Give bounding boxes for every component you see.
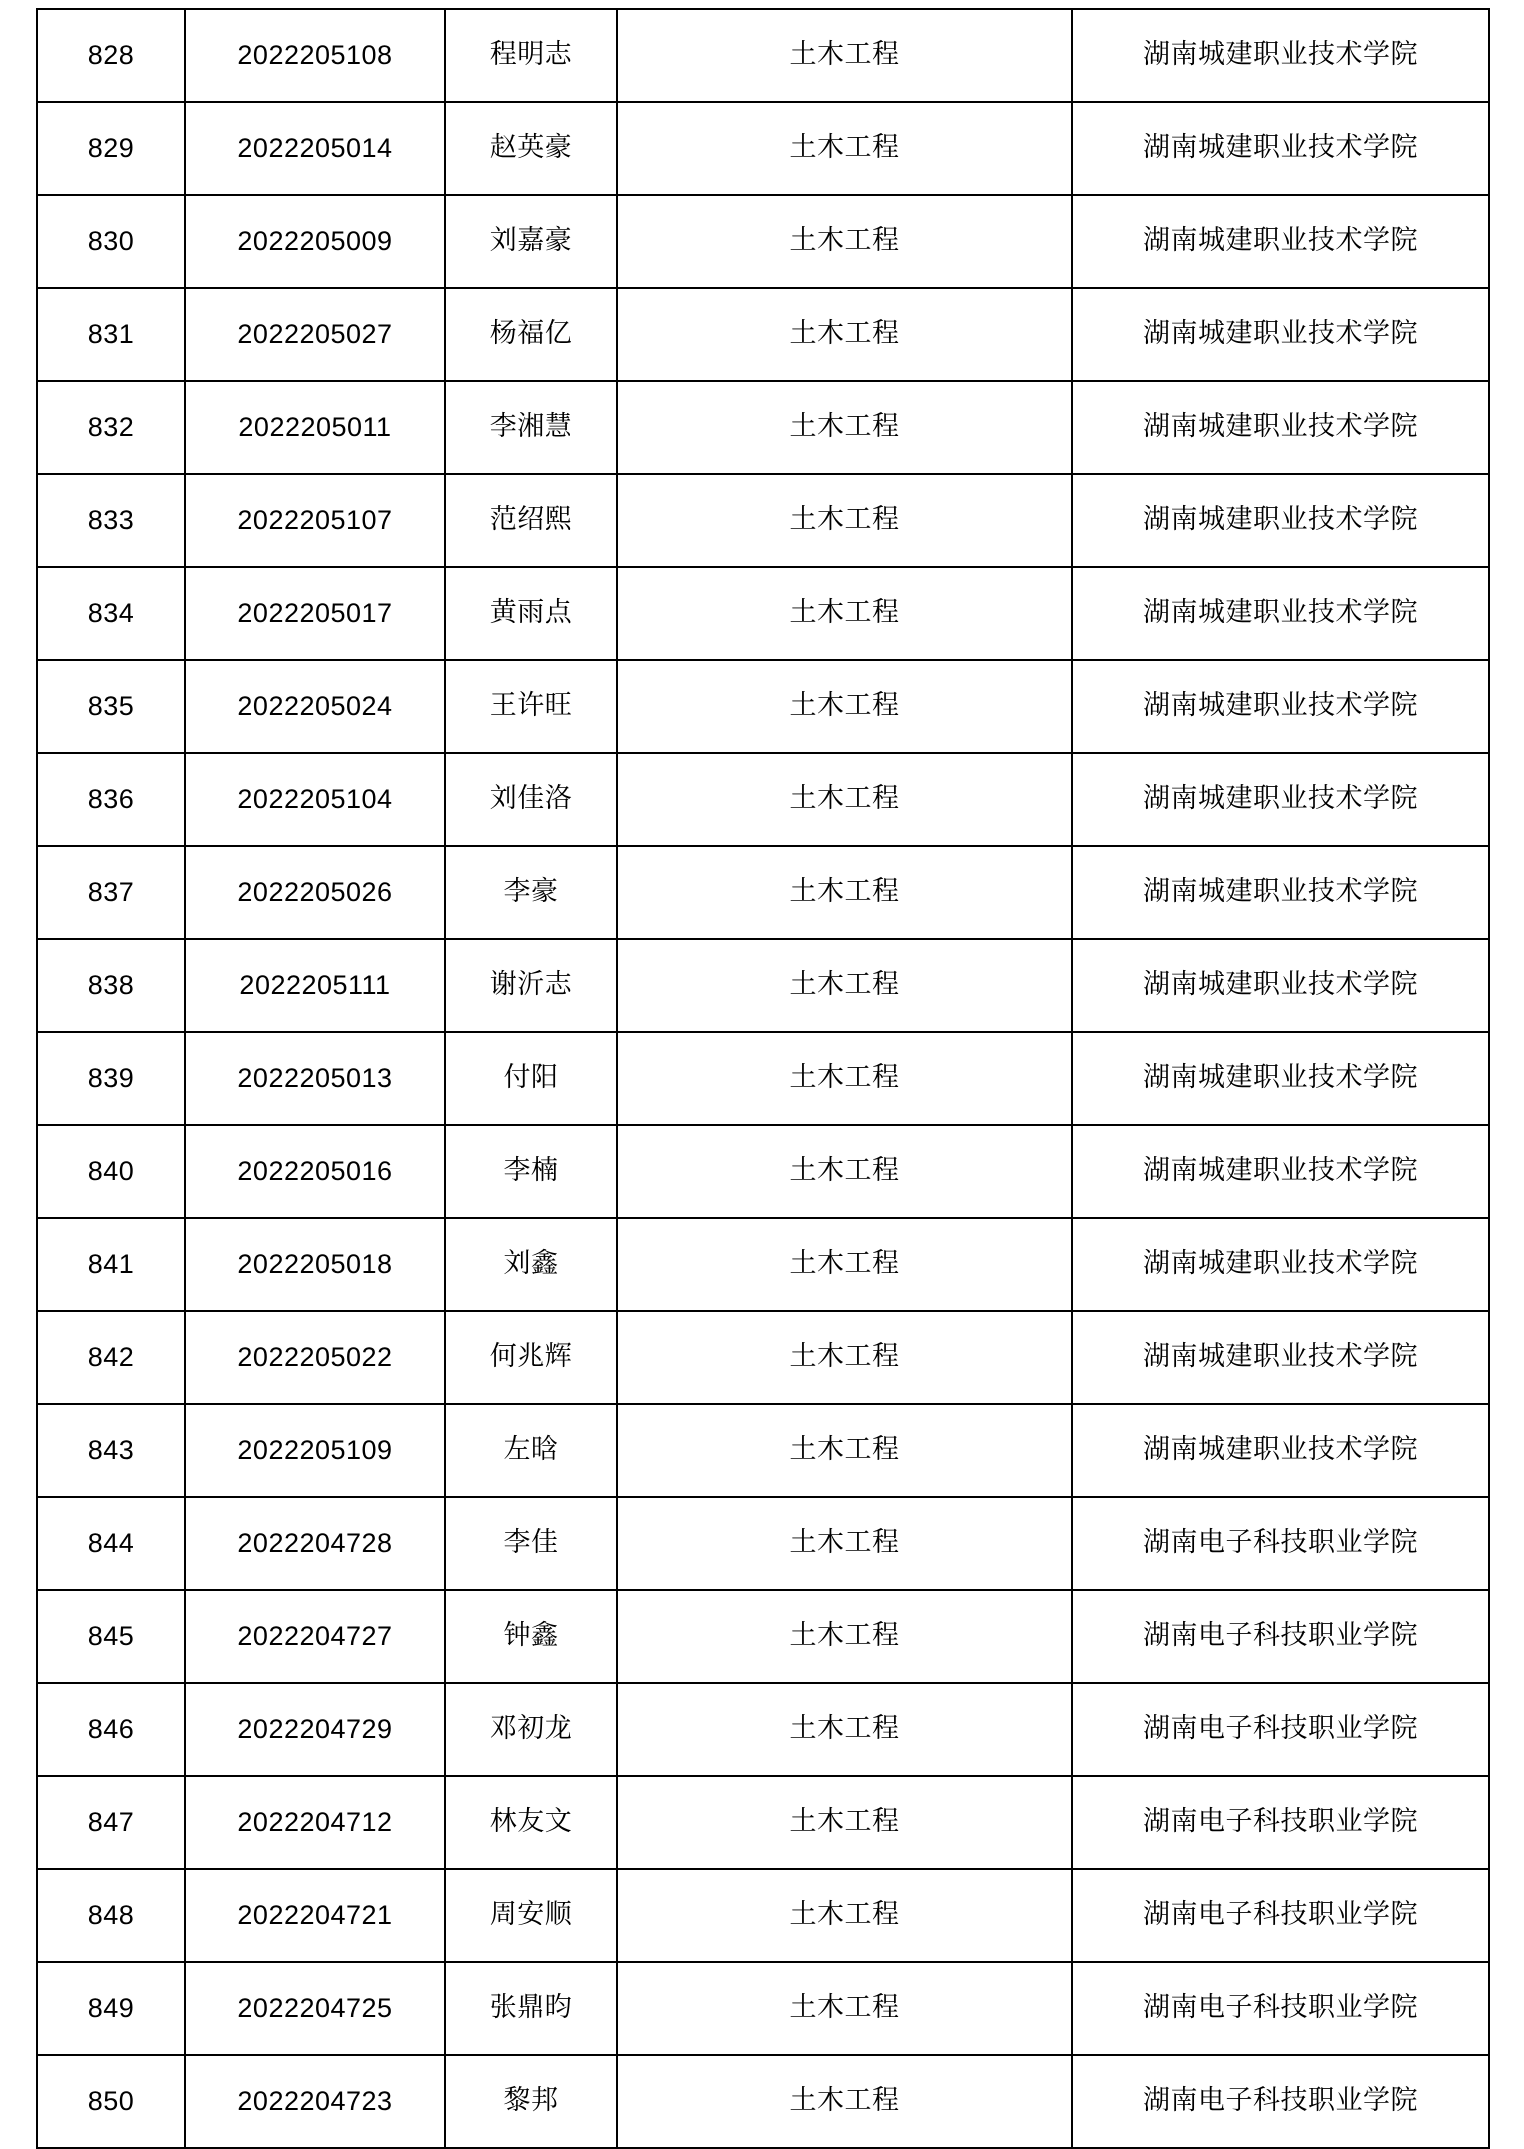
cell-index: 830: [37, 195, 185, 288]
table-row: [37, 381, 1489, 474]
table-row: [37, 474, 1489, 567]
cell-major: 土木工程: [617, 1869, 1072, 1962]
cell-major: 土木工程: [617, 102, 1072, 195]
roster-table-body: [37, 9, 1489, 2148]
cell-name: 张鼎昀: [445, 1962, 617, 2055]
cell-id: 2022205016: [185, 1125, 445, 1218]
table-row: [37, 1962, 1489, 2055]
cell-index: 831: [37, 288, 185, 381]
table-row: [37, 660, 1489, 753]
cell-major: 土木工程: [617, 1311, 1072, 1404]
table-row: [37, 753, 1489, 846]
cell-school: 湖南城建职业技术学院: [1072, 660, 1489, 753]
cell-school: 湖南城建职业技术学院: [1072, 846, 1489, 939]
cell-school: 湖南城建职业技术学院: [1072, 1125, 1489, 1218]
cell-index: 848: [37, 1869, 185, 1962]
cell-index: 829: [37, 102, 185, 195]
cell-id: 2022204727: [185, 1590, 445, 1683]
table-row: [37, 1311, 1489, 1404]
cell-id: 2022204728: [185, 1497, 445, 1590]
cell-major: 土木工程: [617, 1962, 1072, 2055]
cell-index: 837: [37, 846, 185, 939]
cell-index: 838: [37, 939, 185, 1032]
cell-major: 土木工程: [617, 567, 1072, 660]
cell-school: 湖南城建职业技术学院: [1072, 753, 1489, 846]
cell-major: 土木工程: [617, 1590, 1072, 1683]
cell-id: 2022205009: [185, 195, 445, 288]
cell-major: 土木工程: [617, 753, 1072, 846]
cell-school: 湖南电子科技职业学院: [1072, 1776, 1489, 1869]
cell-index: 841: [37, 1218, 185, 1311]
cell-name: 黄雨点: [445, 567, 617, 660]
table-row: [37, 9, 1489, 102]
cell-school: 湖南城建职业技术学院: [1072, 474, 1489, 567]
cell-school: 湖南电子科技职业学院: [1072, 1962, 1489, 2055]
cell-school: 湖南电子科技职业学院: [1072, 2055, 1489, 2148]
cell-index: 835: [37, 660, 185, 753]
table-row: [37, 1125, 1489, 1218]
table-row: [37, 1497, 1489, 1590]
cell-id: 2022204729: [185, 1683, 445, 1776]
cell-school: 湖南城建职业技术学院: [1072, 195, 1489, 288]
table-row: [37, 102, 1489, 195]
cell-index: 850: [37, 2055, 185, 2148]
cell-major: 土木工程: [617, 1218, 1072, 1311]
cell-index: 828: [37, 9, 185, 102]
cell-school: 湖南电子科技职业学院: [1072, 1590, 1489, 1683]
cell-name: 李楠: [445, 1125, 617, 1218]
table-row: [37, 195, 1489, 288]
table-row: [37, 1869, 1489, 1962]
cell-name: 刘嘉豪: [445, 195, 617, 288]
cell-index: 836: [37, 753, 185, 846]
cell-major: 土木工程: [617, 195, 1072, 288]
cell-school: 湖南电子科技职业学院: [1072, 1869, 1489, 1962]
cell-id: 2022205104: [185, 753, 445, 846]
cell-name: 钟鑫: [445, 1590, 617, 1683]
cell-index: 846: [37, 1683, 185, 1776]
cell-index: 833: [37, 474, 185, 567]
cell-school: 湖南电子科技职业学院: [1072, 1497, 1489, 1590]
cell-name: 刘鑫: [445, 1218, 617, 1311]
cell-id: 2022204721: [185, 1869, 445, 1962]
cell-school: 湖南城建职业技术学院: [1072, 102, 1489, 195]
cell-id: 2022205026: [185, 846, 445, 939]
table-row: [37, 1404, 1489, 1497]
cell-school: 湖南城建职业技术学院: [1072, 939, 1489, 1032]
cell-name: 范绍熙: [445, 474, 617, 567]
cell-name: 周安顺: [445, 1869, 617, 1962]
cell-name: 程明志: [445, 9, 617, 102]
cell-index: 832: [37, 381, 185, 474]
student-roster-table: [36, 8, 1490, 2149]
cell-school: 湖南城建职业技术学院: [1072, 1218, 1489, 1311]
cell-major: 土木工程: [617, 1125, 1072, 1218]
cell-name: 杨福亿: [445, 288, 617, 381]
cell-school: 湖南电子科技职业学院: [1072, 1683, 1489, 1776]
cell-major: 土木工程: [617, 2055, 1072, 2148]
cell-name: 赵英豪: [445, 102, 617, 195]
cell-school: 湖南城建职业技术学院: [1072, 1311, 1489, 1404]
cell-id: 2022205024: [185, 660, 445, 753]
cell-id: 2022204725: [185, 1962, 445, 2055]
table-row: [37, 567, 1489, 660]
cell-school: 湖南城建职业技术学院: [1072, 288, 1489, 381]
cell-id: 2022205111: [185, 939, 445, 1032]
cell-id: 2022205011: [185, 381, 445, 474]
cell-major: 土木工程: [617, 939, 1072, 1032]
cell-id: 2022205109: [185, 1404, 445, 1497]
cell-index: 842: [37, 1311, 185, 1404]
cell-id: 2022205108: [185, 9, 445, 102]
table-row: [37, 1683, 1489, 1776]
cell-name: 李佳: [445, 1497, 617, 1590]
cell-index: 839: [37, 1032, 185, 1125]
cell-major: 土木工程: [617, 1497, 1072, 1590]
cell-name: 王许旺: [445, 660, 617, 753]
cell-id: 2022204712: [185, 1776, 445, 1869]
table-row: [37, 1032, 1489, 1125]
cell-id: 2022205014: [185, 102, 445, 195]
cell-major: 土木工程: [617, 1776, 1072, 1869]
cell-major: 土木工程: [617, 660, 1072, 753]
cell-major: 土木工程: [617, 288, 1072, 381]
cell-name: 刘佳洛: [445, 753, 617, 846]
cell-index: 847: [37, 1776, 185, 1869]
table-row: [37, 288, 1489, 381]
cell-major: 土木工程: [617, 9, 1072, 102]
cell-school: 湖南城建职业技术学院: [1072, 1404, 1489, 1497]
table-row: [37, 846, 1489, 939]
cell-major: 土木工程: [617, 1404, 1072, 1497]
cell-school: 湖南城建职业技术学院: [1072, 1032, 1489, 1125]
cell-major: 土木工程: [617, 846, 1072, 939]
cell-id: 2022205027: [185, 288, 445, 381]
table-row: [37, 2055, 1489, 2148]
cell-index: 834: [37, 567, 185, 660]
table-row: [37, 939, 1489, 1032]
cell-name: 何兆辉: [445, 1311, 617, 1404]
cell-index: 844: [37, 1497, 185, 1590]
cell-id: 2022205013: [185, 1032, 445, 1125]
table-row: [37, 1218, 1489, 1311]
cell-id: 2022204723: [185, 2055, 445, 2148]
cell-name: 付阳: [445, 1032, 617, 1125]
cell-name: 林友文: [445, 1776, 617, 1869]
cell-major: 土木工程: [617, 381, 1072, 474]
cell-id: 2022205022: [185, 1311, 445, 1404]
cell-index: 845: [37, 1590, 185, 1683]
cell-name: 黎邦: [445, 2055, 617, 2148]
cell-school: 湖南城建职业技术学院: [1072, 567, 1489, 660]
table-row: [37, 1776, 1489, 1869]
table-row: [37, 1590, 1489, 1683]
cell-major: 土木工程: [617, 1683, 1072, 1776]
cell-id: 2022205018: [185, 1218, 445, 1311]
cell-index: 843: [37, 1404, 185, 1497]
cell-name: 左晗: [445, 1404, 617, 1497]
cell-major: 土木工程: [617, 1032, 1072, 1125]
cell-id: 2022205017: [185, 567, 445, 660]
cell-id: 2022205107: [185, 474, 445, 567]
cell-name: 谢沂志: [445, 939, 617, 1032]
cell-school: 湖南城建职业技术学院: [1072, 9, 1489, 102]
cell-index: 849: [37, 1962, 185, 2055]
cell-index: 840: [37, 1125, 185, 1218]
cell-name: 邓初龙: [445, 1683, 617, 1776]
cell-school: 湖南城建职业技术学院: [1072, 381, 1489, 474]
cell-name: 李湘慧: [445, 381, 617, 474]
cell-major: 土木工程: [617, 474, 1072, 567]
cell-name: 李豪: [445, 846, 617, 939]
